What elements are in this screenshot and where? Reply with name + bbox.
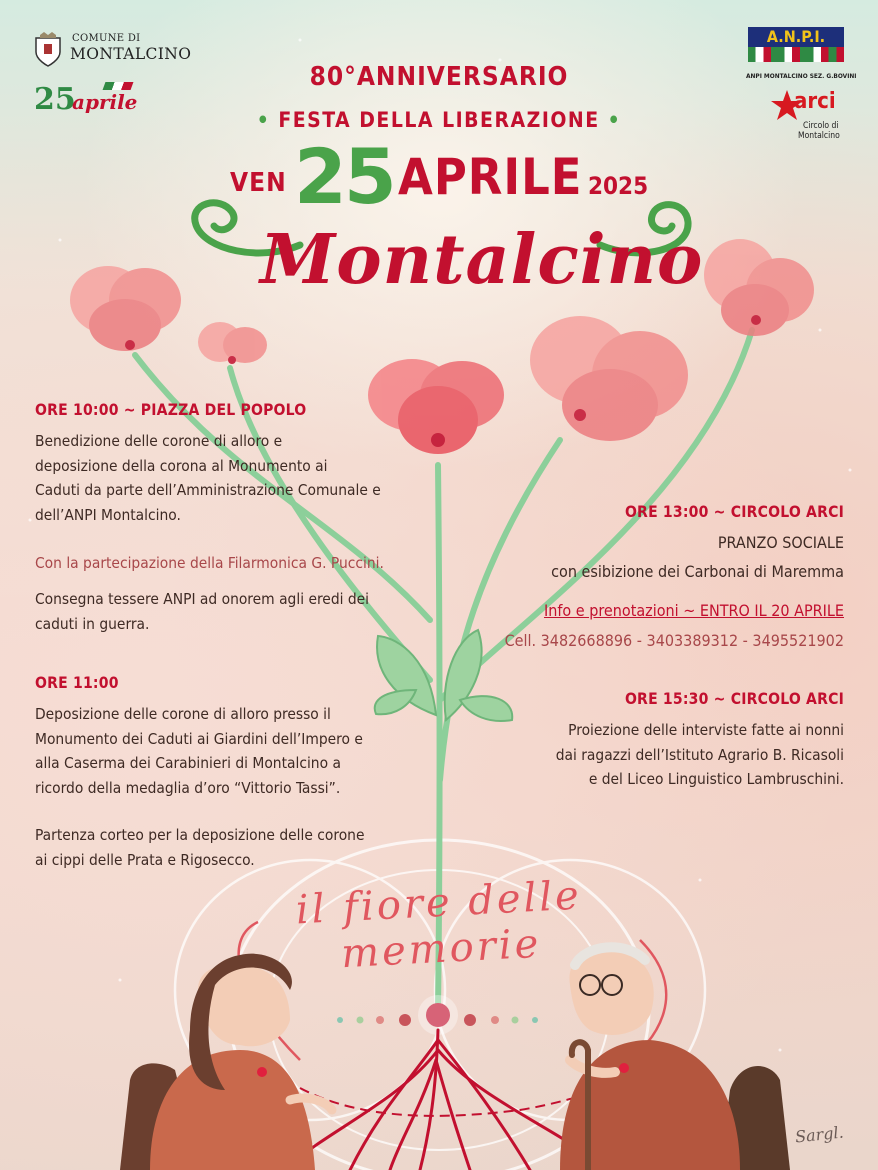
- arci-sub-1: Circolo di: [803, 121, 839, 131]
- event-4-line: dai ragazzi dell’Istituto Agrario B. Ricasoli: [555, 745, 844, 764]
- event-4-line: Proiezione delle interviste fatte ai nonni: [568, 721, 844, 739]
- event-3-heading: ORE 13:00 ~ CIRCOLO ARCI: [624, 503, 844, 521]
- event-1-line: Caduti da parte dell’Amministrazione Comunale e: [35, 481, 381, 499]
- event-2-line: Deposizione delle corone di alloro presso il: [35, 705, 331, 723]
- event-2-heading: ORE 11:00: [35, 674, 119, 692]
- festa-line: [0, 108, 878, 132]
- bullet-dot-icon: •: [256, 108, 271, 132]
- artist-signature: Sargl.: [794, 1122, 845, 1147]
- event-3-phones: Cell. 3482668896 - 3403389312 - 3495521902: [504, 631, 844, 650]
- event-1-heading: ORE 10:00 ~ PIAZZA DEL POPOLO: [35, 401, 307, 419]
- date-number: 25: [294, 132, 394, 221]
- event-2-line: ricordo della medaglia d’oro “Vittorio Tassi”.: [35, 778, 341, 797]
- comune-label-big: MONTALCINO: [70, 45, 192, 63]
- event-1-line: deposizione della corona al Monumento ai: [35, 456, 328, 475]
- event-1-extra-line: caduti in guerra.: [35, 614, 150, 633]
- town-title: Montalcino: [260, 220, 704, 300]
- comune-label-small: COMUNE DI: [72, 33, 141, 44]
- festa-title: FESTA DELLA LIBERAZIONE: [278, 108, 600, 132]
- arci-word: arci: [794, 89, 836, 114]
- anpi-flag-icon: [748, 47, 844, 62]
- event-1-extra: [35, 587, 435, 636]
- anpi-title: A.N.P.I.: [748, 27, 844, 47]
- event-4-heading: ORE 15:30 ~ CIRCOLO ARCI: [624, 690, 844, 708]
- month-label: APRILE: [398, 148, 583, 206]
- event-1-extra-line: Consegna tessere ANPI ad onorem agli eredi dei: [35, 590, 370, 608]
- year-label: 2025: [588, 172, 649, 200]
- event-2-line: alla Caserma dei Carabinieri di Montalcino a: [35, 754, 341, 772]
- anniversary-title: 80°ANNIVERSARIO: [309, 62, 569, 92]
- event-2-line: Monumento dei Caduti ai Giardini dell’Impero e: [35, 729, 363, 748]
- event-3-info: Info e prenotazioni ~ ENTRO IL 20 APRILE: [543, 601, 844, 620]
- event-1-line: Benedizione delle corone di alloro e: [35, 432, 283, 450]
- bullet-dot-icon: •: [607, 108, 622, 132]
- logo-aprile-word: aprile: [72, 90, 138, 114]
- grandpa-figure: [560, 947, 790, 1170]
- event-2-extra: [35, 823, 435, 872]
- event-2-extra-line: Partenza corteo per la deposizione delle corone: [35, 826, 365, 844]
- event-1-highlight: Con la partecipazione della Filarmonica G. Puccini.: [35, 554, 384, 572]
- event-3-body: [551, 531, 844, 584]
- logo-25-num: 25: [34, 82, 76, 117]
- event-4-body: [556, 718, 844, 792]
- event-2-extra-line: ai cippi delle Prata e Rigosecco.: [35, 850, 255, 869]
- event-1-line: dell’ANPI Montalcino.: [35, 505, 181, 524]
- event-3-line: con esibizione dei Carbonai di Maremma: [551, 561, 844, 581]
- event-4-line: e del Liceo Linguistico Lambruschini.: [588, 770, 844, 788]
- day-label: VEN: [230, 168, 287, 198]
- event-1-body: [35, 429, 435, 527]
- event-3-line: PRANZO SOCIALE: [717, 533, 844, 552]
- arci-sub-2: Montalcino: [798, 131, 840, 141]
- anpi-subtitle: ANPI MONTALCINO SEZ. G.BOVINI: [746, 72, 857, 80]
- girl-figure: [120, 954, 332, 1170]
- script-memories: il fiore delle memorie: [294, 872, 583, 978]
- event-2-body: [35, 702, 435, 800]
